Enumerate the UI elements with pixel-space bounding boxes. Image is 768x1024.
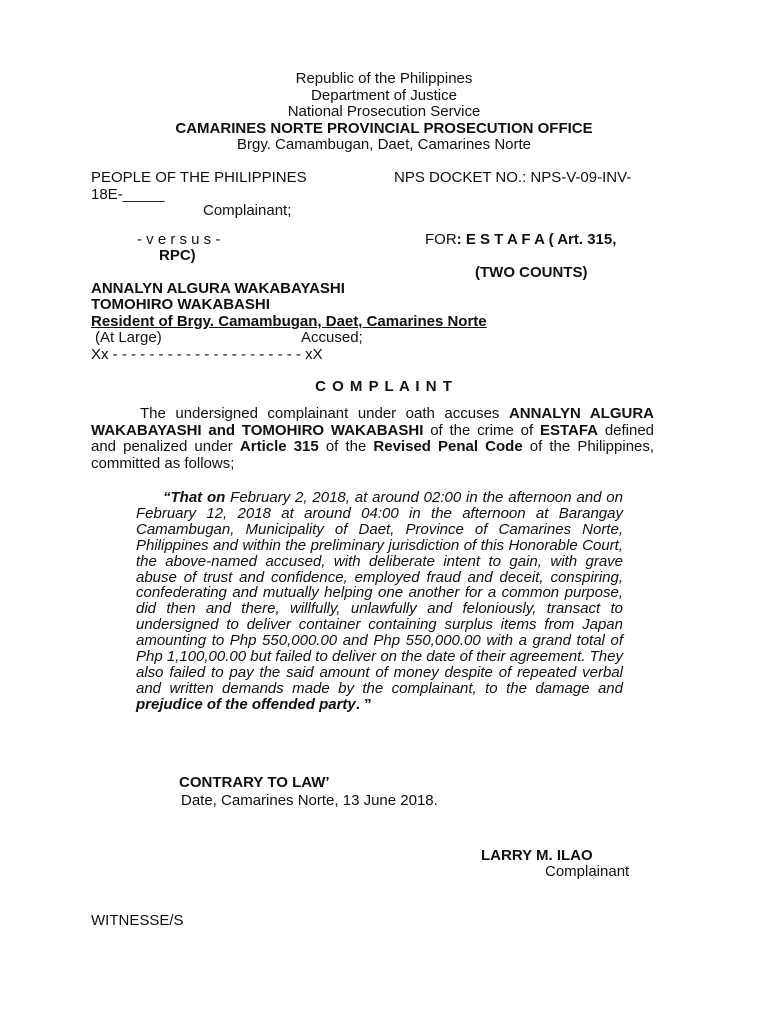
accused-residence: Resident of Brgy. Camambugan, Daet, Camarines Norte — [91, 313, 487, 330]
quote-end: prejudice of the offended party — [136, 695, 356, 713]
charge-counts: (TWO COUNTS) — [475, 264, 588, 281]
witness-label: WITNESSE/S — [91, 912, 184, 929]
charge-line — [425, 232, 616, 249]
accused-name-1: ANNALYN ALGURA WAKABAYASHI — [91, 280, 345, 297]
p1-of-the: of the — [325, 438, 367, 455]
accused-name-2: TOMOHIRO WAKABASHI — [91, 296, 270, 313]
accused-role: Accused; — [301, 329, 363, 346]
docket-number-continued: 18E-_____ — [91, 186, 165, 203]
signing-date: Date, Camarines Norte, 13 June 2018. — [181, 792, 438, 809]
p1-penalized: defined and penalized under — [91, 421, 655, 455]
p1-accused: ANNALYN ALGURA WAKABAYASHI and TOMOHIRO WAKABASHI — [91, 405, 655, 439]
plaintiff-name: PEOPLE OF THE PHILIPPINES — [91, 169, 307, 186]
complaint-paragraph — [91, 406, 654, 472]
quote-text: February 2, 2018, at around 02:00 in the afternoon and on February 12, 2018 at around 04:00 in the afternoon at Barangay Camambugan, Municipality of Daet, Province of Camarines Norte, Philippines and within the preliminary jurisdiction of this Honorable Court, the above-named accused, with deliberate intent to gain, with grave abuse of trust and confidence, employed fraud and deceit, conspiring, confederating and mutually helping one another for a common purpose, did then and there, willfully, unlawfully and feloniously, transact to undersigned to deliver container containing surplus items from Japan amounting to Php 550,000.00 and Php 550,000.00 with a grand total of Php 1,100,00.00 but failed to deliver on the date of their agreement. They also failed to pay the said amount of money despite of repeated verbal and written demands made by the complainant, to the damage and — [136, 489, 623, 697]
caption-separator: Xx - - - - - - - - - - - - - - - - - - - - - xX — [91, 346, 323, 363]
header-address: Brgy. Camambugan, Daet, Camarines Norte — [236, 136, 531, 153]
for-label: FOR — [425, 231, 457, 248]
p1-article: Article 315 — [239, 438, 319, 455]
header-department: Department of Justice — [311, 87, 457, 104]
p1-crime-intro: of the crime of — [430, 421, 534, 439]
header-service: National Prosecution Service — [287, 103, 481, 120]
header-office: CAMARINES NORTE PROVINCIAL PROSECUTION OFFICE — [175, 120, 593, 137]
header-republic: Republic of the Philippines — [295, 70, 473, 87]
for-charge: : E S T A F A ( Art. 315, — [456, 231, 617, 248]
document-title: C O M P L A I N T — [315, 378, 453, 395]
p1-intro: The undersigned complainant under oath accuses — [140, 405, 500, 422]
at-large-note: (At Large) — [95, 329, 162, 346]
contrary-to-law: CONTRARY TO LAW’ — [179, 774, 330, 791]
quote-close: . ” — [355, 695, 372, 713]
docket-number: NPS DOCKET NO.: NPS-V-09-INV- — [394, 169, 632, 186]
signatory-name: LARRY M. ILAO — [481, 847, 593, 864]
complainant-role: Complainant; — [203, 202, 292, 219]
signatory-role: Complainant — [545, 863, 630, 880]
charge-continued: RPC) — [159, 247, 196, 264]
versus-label: - v e r s u s - — [137, 231, 221, 248]
p1-crime: ESTAFA — [539, 421, 598, 439]
p1-ending: of the Philippines, committed as follows; — [91, 438, 655, 472]
quote-open: “That on — [163, 489, 226, 506]
p1-code: Revised Penal Code — [373, 438, 523, 455]
charge-quote — [136, 490, 623, 713]
